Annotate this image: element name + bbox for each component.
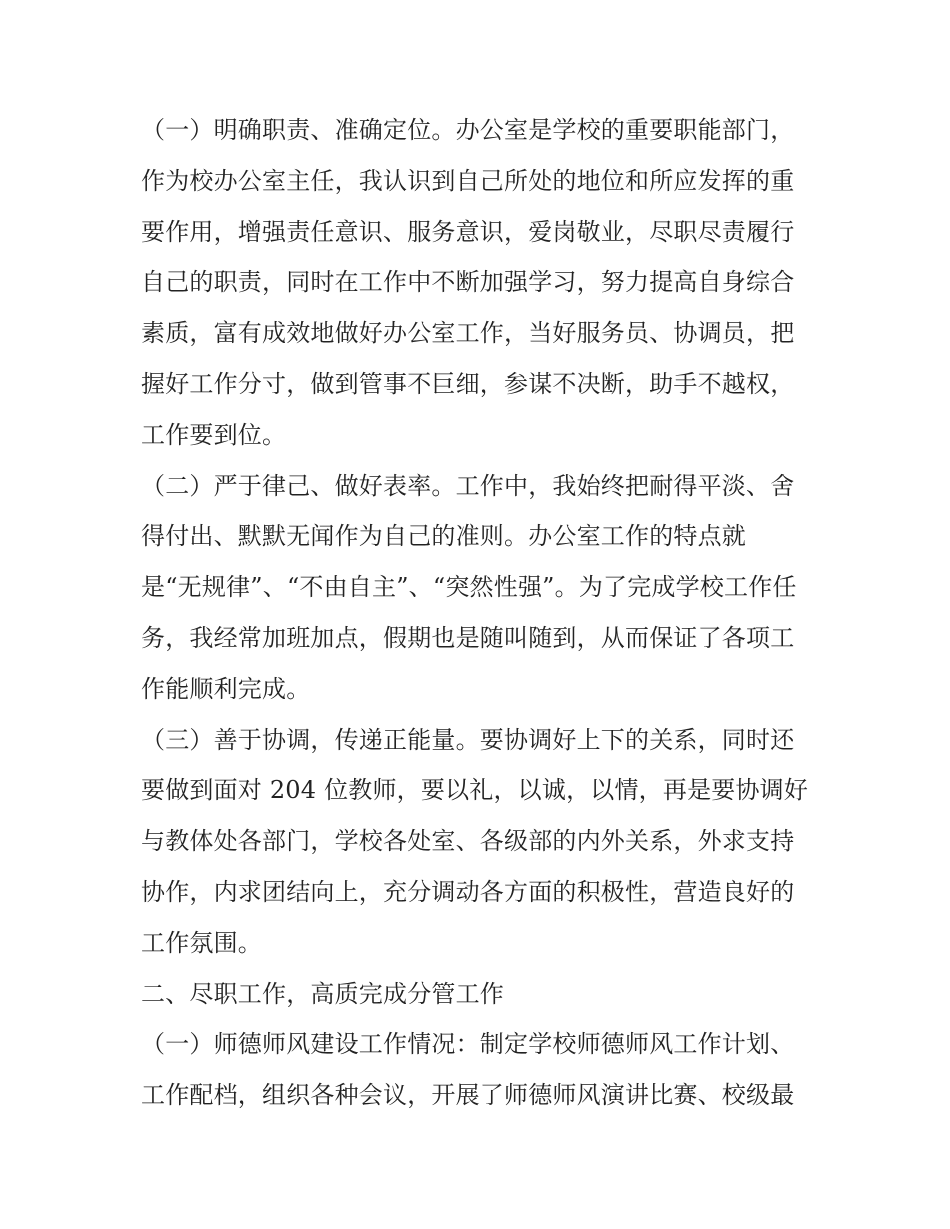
text-line: 要做到面对 204 位教师，要以礼，以诚，以情，再是要协调好 — [141, 776, 809, 805]
text-line: 是“无规律”、“不由自主”、“突然性强”。为了完成学校工作任 — [141, 573, 797, 602]
text-line: 作能顺利完成。 — [141, 674, 311, 703]
text-line: （一）明确职责、准确定位。办公室是学校的重要职能部门， — [141, 116, 795, 144]
text-line: 协作，内求团结向上，充分调动各方面的积极性，营造良好的 — [141, 877, 795, 906]
text-line: 自己的职责，同时在工作中不断加强学习，努力提高自身综合 — [141, 268, 795, 297]
text-line: 务，我经常加班加点，假期也是随叫随到，从而保证了各项工 — [141, 623, 795, 652]
text-line: 握好工作分寸，做到管事不巨细，参谋不决断，助手不越权， — [141, 369, 795, 398]
text-line: 与教体处各部门，学校各处室、各级部的内外关系，外求支持 — [141, 827, 795, 856]
text-line: （一）师德师风建设工作情况：制定学校师德师风工作计划、 — [141, 1030, 795, 1059]
section-heading: 二、尽职工作，高质完成分管工作 — [141, 979, 504, 1008]
text-line: （三）善于协调，传递正能量。要协调好上下的关系，同时还 — [141, 725, 795, 754]
body-text — [141, 105, 821, 1121]
text-line: （二）严于律己、做好表率。工作中，我始终把耐得平淡、舍 — [141, 471, 795, 500]
text-line: 得付出、默默无闻作为自己的准则。办公室工作的特点就 — [141, 522, 746, 551]
text-line: 工作配档，组织各种会议，开展了师德师风演讲比赛、校级最 — [141, 1081, 795, 1110]
text-line: 要作用，增强责任意识、服务意识，爱岗敬业，尽职尽责履行 — [141, 217, 795, 246]
text-line: 工作氛围。 — [141, 928, 262, 957]
text-line: 工作要到位。 — [141, 420, 287, 449]
text-line: 素质，富有成效地做好办公室工作，当好服务员、协调员，把 — [141, 319, 795, 348]
text-line: 作为校办公室主任，我认识到自己所处的地位和所应发挥的重 — [141, 166, 795, 195]
